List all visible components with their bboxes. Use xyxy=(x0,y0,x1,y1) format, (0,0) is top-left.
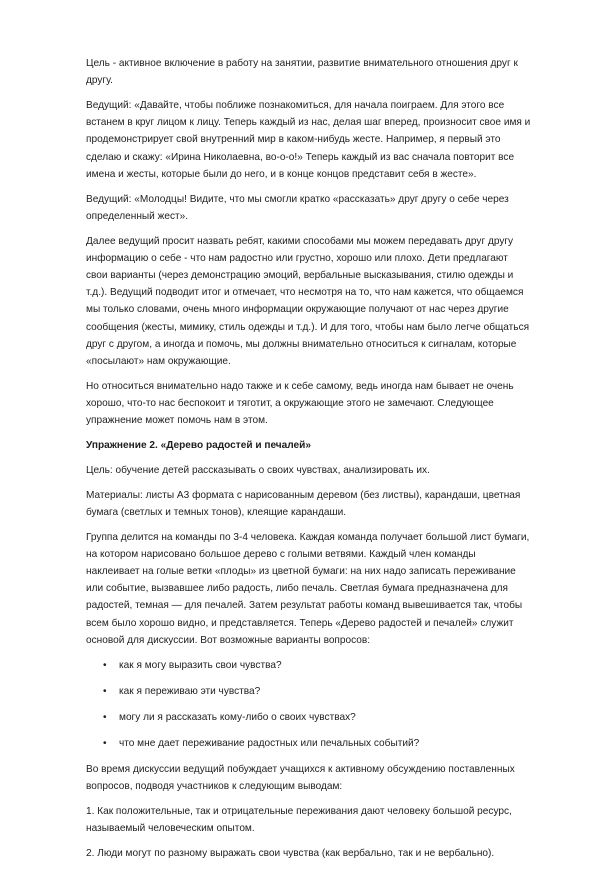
question-text: как я могу выразить свои чувства? xyxy=(119,659,282,671)
discussion-intro-paragraph: Во время дискуссии ведущий побуждает учащихся к активному обсуждению поставленных вопросов, подводя участников к следующим выводам: xyxy=(86,763,515,792)
goal-paragraph: Цель - активное включение в работу на занятии, развитие внимательного отношения друг к другу. xyxy=(86,58,518,87)
list-item xyxy=(86,709,531,726)
procedure-paragraph: Группа делится на команды по 3-4 человека. Каждая команда получает большой лист бумаги, на котором нарисовано большое дерево с голыми ветвями. Каждый член команды наклеивает на голые ветки «плоды» из цветной бумаги: на них надо записать переживание или событие, вызвавшее либо радость, либо печаль. Светлая бумага предназначена для радостей, темная — для печалей. Затем результат работы команд вывешивается так, чтобы всем было хорошо видно, и представляется. Теперь «Дерево радостей и печалей» служит основой для дискуссии. Вот возможные варианты вопросов: xyxy=(86,531,530,646)
leader-intro-paragraph: Ведущий: «Давайте, чтобы поближе познакомиться, для начала поиграем. Для этого все встанем в круг лицом к лицу. Теперь каждый из нас, делая шаг вперед, произносит свое имя и продемонстрирует свой внутренний мир в каком-нибудь жесте. Например, я первый это сделаю и скажу: «Ирина Николаевна, во-о-о!» Теперь каждый из вас сначала повторит все имена и жесты, которые были до него, и в конце концов представит себя в жесте». xyxy=(86,100,531,180)
question-text: что мне дает переживание радостных или печальных событий? xyxy=(119,737,420,749)
list-item xyxy=(86,657,531,674)
document-page xyxy=(86,55,531,869)
transition-paragraph: Но относиться внимательно надо также и к себе самому, ведь иногда нам бывает не очень хорошо, что-то нас беспокоит и тяготит, а окружающие этого не замечают. Следующее упражнение может помочь нам в этом. xyxy=(86,380,514,427)
leader-praise-paragraph: Ведущий: «Молодцы! Видите, что мы смогли кратко «рассказать» друг другу о себе через определенный жест». xyxy=(86,193,509,222)
bullet-icon: • xyxy=(103,685,107,697)
question-text: могу ли я рассказать кому-либо о своих чувствах? xyxy=(119,711,356,723)
conclusion-1-paragraph: 1. Как положительные, так и отрицательные переживания дают человеку большой ресурс, называемый человеческим опытом. xyxy=(86,805,512,834)
bullet-icon: • xyxy=(103,659,107,671)
bullet-icon: • xyxy=(103,737,107,749)
materials-paragraph: Материалы: листы А3 формата с нарисованным деревом (без листвы), карандаши, цветная бумага (светлых и темных тонов), клеящие карандаши. xyxy=(86,489,521,518)
list-item xyxy=(86,683,531,700)
bullet-icon: • xyxy=(103,711,107,723)
exercise-heading: Упражнение 2. «Дерево радостей и печалей» xyxy=(86,440,311,452)
question-text: как я переживаю эти чувства? xyxy=(119,685,261,697)
conclusion-2-paragraph: 2. Люди могут по разному выражать свои чувства (как вербально, так и не вербально). xyxy=(86,847,495,859)
questions-list xyxy=(86,657,531,752)
list-item xyxy=(86,735,531,752)
exercise-goal-paragraph: Цель: обучение детей рассказывать о своих чувствах, анализировать их. xyxy=(86,464,430,476)
discussion-paragraph: Далее ведущий просит назвать ребят, какими способами мы можем передавать друг другу информацию о себе - что нам радостно или грустно, хорошо или плохо. Дети предлагают свои варианты (через демонстрацию эмоций, вербальные высказывания, стилю одежды и т.д.). Ведущий подводит итог и отмечает, что несмотря на то, что нам кажется, что общаемся мы только словами, очень много информации окружающие получают от нас через другие сообщения (жесты, мимику, стиль одежды и т.д.). И для того, чтобы нам было легче общаться друг с другом, а иногда и помочь, мы должны внимательно относиться к сигналам, которые «посылают» нам окружающие. xyxy=(86,235,530,368)
